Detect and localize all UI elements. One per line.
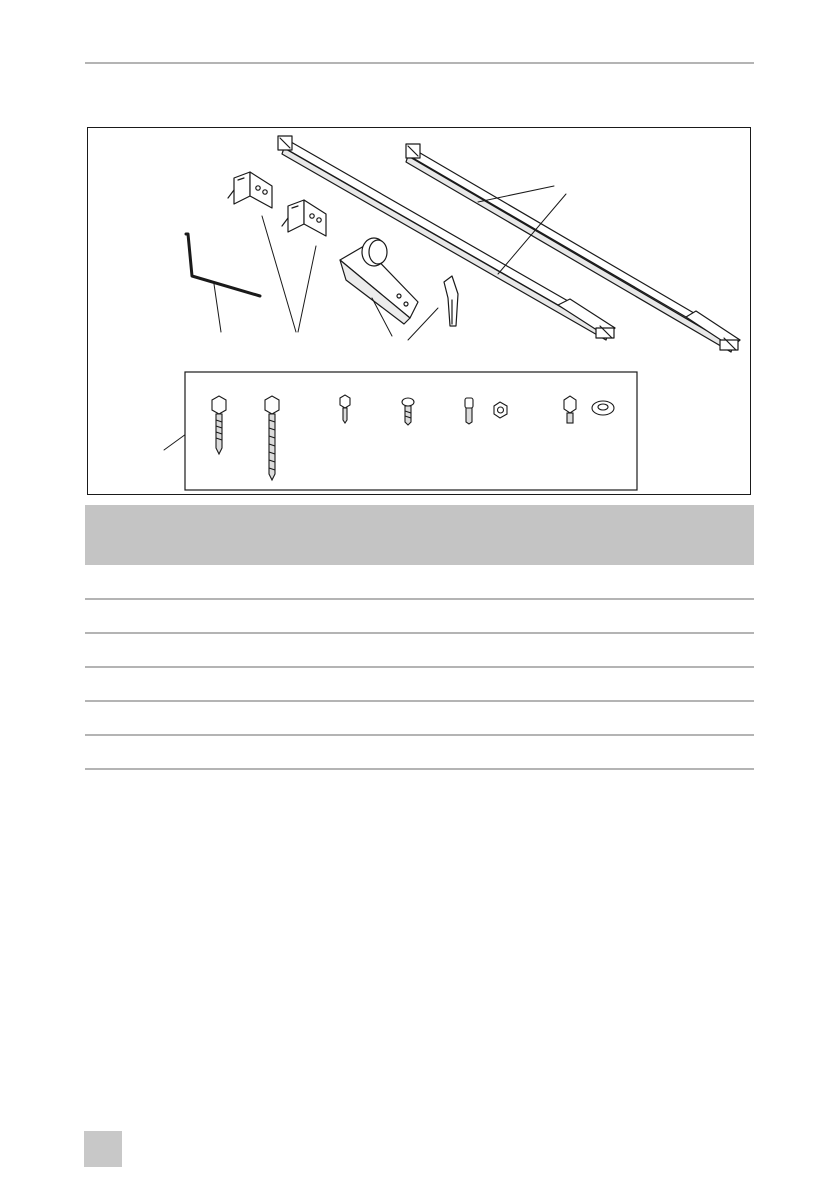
- hardware-box: [185, 372, 637, 490]
- washer-icon: [592, 401, 614, 415]
- nut-icon: [494, 402, 507, 418]
- table-row: [85, 600, 754, 634]
- top-rule: [85, 62, 754, 64]
- parts-illustration: [88, 128, 752, 496]
- table-row: [85, 566, 754, 600]
- table-row: [85, 668, 754, 702]
- table-row: [85, 702, 754, 736]
- screw-icon: [465, 398, 473, 424]
- table-row: [85, 736, 754, 770]
- bracket-icon: [228, 172, 272, 208]
- parts-figure: [87, 127, 751, 495]
- bracket-icon: [282, 200, 326, 236]
- clip-icon: [444, 276, 458, 326]
- parts-table-header: [85, 505, 754, 565]
- table-row: [85, 634, 754, 668]
- hex-key-icon: [186, 234, 260, 296]
- page-number-badge: [84, 1131, 122, 1167]
